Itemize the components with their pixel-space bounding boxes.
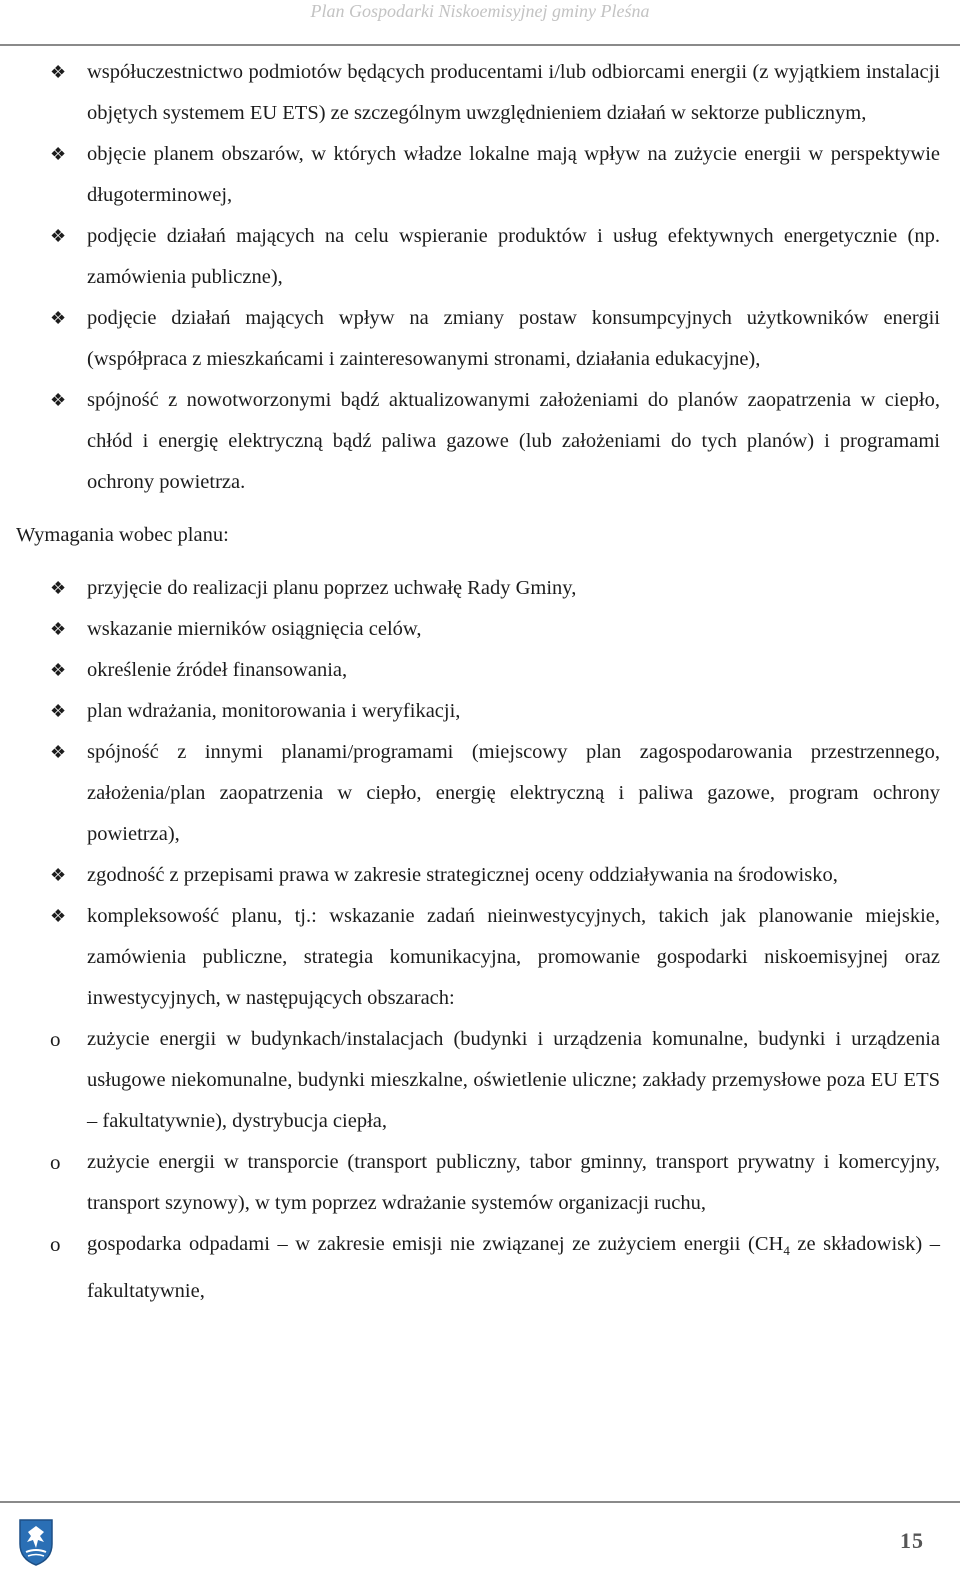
diamond-bullet-icon: ❖ xyxy=(50,742,67,762)
list-item xyxy=(0,609,960,650)
list-item xyxy=(0,134,960,216)
sub-list-item-text: zużycie energii w transporcie (transport publiczny, tabor gminny, transport prywatny i komercyjny, transport szynowy), w tym poprzez wdrażanie systemów organizacji ruchu, xyxy=(87,1151,940,1214)
diamond-bullet-icon: ❖ xyxy=(50,906,67,926)
diamond-bullet-icon: ❖ xyxy=(50,144,67,164)
sub-list-item xyxy=(0,1224,960,1312)
list-item-text: określenie źródeł finansowania, xyxy=(87,659,348,681)
list-item xyxy=(0,52,960,134)
section-heading: Wymagania wobec planu: xyxy=(16,524,229,546)
diamond-bullet-icon: ❖ xyxy=(50,619,67,639)
list-item-text: spójność z innymi planami/programami (miejscowy plan zagospodarowania przestrzennego, założenia/plan zaopatrzenia w ciepło, energię elektryczną i paliwa gazowe, program ochrony powietrza), xyxy=(87,741,940,845)
list-item-text: współuczestnictwo podmiotów będących producentami i/lub odbiorcami energii (z wyjątkiem instalacji objętych systemem EU ETS) ze szczególnym uwzględnieniem działań w sektorze publicznym, xyxy=(87,61,940,124)
sub-list xyxy=(0,1019,960,1312)
diamond-bullet-icon: ❖ xyxy=(50,701,67,721)
list-item-text: kompleksowość planu, tj.: wskazanie zadań nieinwestycyjnych, takich jak planowanie miejskie, zamówienia publiczne, strategia komunikacyjna, promowanie gospodarki niskoemisyjnej oraz inwestycyjnych, w następujących obszarach: xyxy=(87,905,940,1009)
sub-list-item xyxy=(0,1142,960,1224)
text-before-subscript: gospodarka odpadami – w zakresie emisji nie związanej ze zużyciem energii (CH xyxy=(87,1233,784,1255)
list-item-text: plan wdrażania, monitorowania i weryfikacji, xyxy=(87,700,461,722)
list-item xyxy=(0,216,960,298)
diamond-bullet-icon: ❖ xyxy=(50,308,67,328)
list-item xyxy=(0,896,960,1019)
sub-list-item-text: zużycie energii w budynkach/instalacjach (budynki i urządzenia komunalne, budynki i urządzenia usługowe niekomunalne, budynki mieszkalne, oświetlenie uliczne; zakłady przemysłowe poza EU ETS – fakultatywnie), dystrybucja ciepła, xyxy=(87,1028,940,1132)
list-item-text: podjęcie działań mających wpływ na zmiany postaw konsumpcyjnych użytkowników energii (współpraca z mieszkańcami i zainteresowanymi stronami, działania edukacyjne), xyxy=(87,307,940,370)
list-item xyxy=(0,298,960,380)
list-item xyxy=(0,650,960,691)
page-number: 15 xyxy=(900,1528,924,1553)
diamond-bullet-icon: ❖ xyxy=(50,578,67,598)
sub-list-item xyxy=(0,1019,960,1142)
coat-of-arms-logo-icon xyxy=(18,1518,54,1566)
list-item-text: przyjęcie do realizacji planu poprzez uchwałę Rady Gminy, xyxy=(87,577,577,599)
page-content xyxy=(0,52,960,1312)
sub-list-item-text xyxy=(87,1233,940,1302)
circle-bullet-icon: o xyxy=(50,1027,61,1051)
list-item xyxy=(0,732,960,855)
running-header: Plan Gospodarki Niskoemisyjnej gminy Pleśna xyxy=(310,1,650,21)
bullet-list-1 xyxy=(0,52,960,503)
footer-rule xyxy=(0,1501,960,1503)
text-after-subscript: ze składowisk) – fakultatywnie, xyxy=(87,1233,940,1303)
list-item xyxy=(0,855,960,896)
list-item-text: wskazanie mierników osiągnięcia celów, xyxy=(87,618,422,640)
list-item-text: podjęcie działań mających na celu wspieranie produktów i usług efektywnych energetycznie (np. zamówienia publiczne), xyxy=(87,225,940,288)
diamond-bullet-icon: ❖ xyxy=(50,226,67,246)
list-item-text: zgodność z przepisami prawa w zakresie strategicznej oceny oddziaływania na środowisko, xyxy=(87,864,838,886)
header-rule xyxy=(0,44,960,46)
list-item xyxy=(0,691,960,732)
diamond-bullet-icon: ❖ xyxy=(50,390,67,410)
diamond-bullet-icon: ❖ xyxy=(50,660,67,680)
list-item-text: spójność z nowotworzonymi bądź aktualizowanymi założeniami do planów zaopatrzenia w ciepło, chłód i energię elektryczną bądź paliwa gazowe (lub założeniami do tych planów) i programami ochrony powietrza. xyxy=(87,389,940,493)
circle-bullet-icon: o xyxy=(50,1150,61,1174)
diamond-bullet-icon: ❖ xyxy=(50,62,67,82)
list-item-text: objęcie planem obszarów, w których władze lokalne mają wpływ na zużycie energii w perspektywie długoterminowej, xyxy=(87,143,940,206)
subscript-four: 4 xyxy=(783,1243,790,1259)
list-item xyxy=(0,568,960,609)
circle-bullet-icon: o xyxy=(50,1232,61,1256)
diamond-bullet-icon: ❖ xyxy=(50,865,67,885)
list-item xyxy=(0,380,960,503)
bullet-list-2 xyxy=(0,568,960,1019)
